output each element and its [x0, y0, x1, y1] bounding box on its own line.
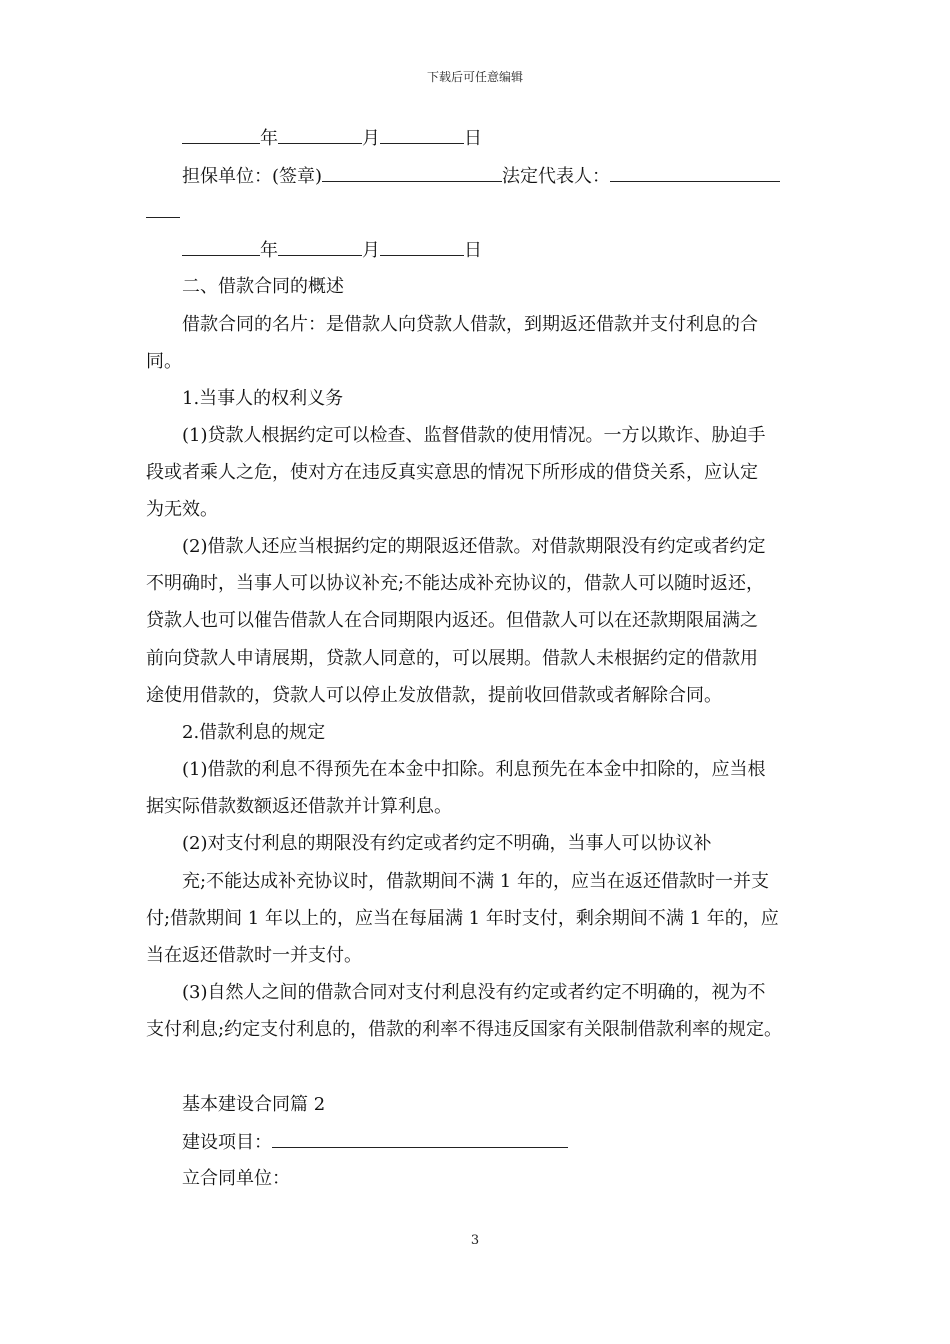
definition-line: 借款合同的名片：是借款人向贷款人借款，到期返还借款并支付利息的合 — [182, 314, 758, 335]
definition-line: 同。 — [146, 351, 182, 372]
day-label: 日 — [464, 240, 482, 261]
item2-p2-line: 充;不能达成补充协议时，借款期间不满 1 年的，应当在返还借款时一并支 — [182, 871, 769, 892]
guarantor-line-continuation — [146, 200, 180, 225]
page-header: 下载后可任意编辑 — [426, 70, 523, 84]
item2-title: 2.借款利息的规定 — [182, 722, 326, 743]
item1-p2-line: (2)借款人还应当根据约定的期限返还借款。对借款期限没有约定或者约定 — [182, 536, 766, 557]
item2-p2-line: 当在返还借款时一并支付。 — [146, 945, 362, 966]
item1-title: 1.当事人的权利义务 — [182, 388, 344, 409]
project-blank — [272, 1130, 568, 1148]
item1-p1-line: 为无效。 — [146, 499, 218, 520]
date-line-1 — [182, 126, 482, 151]
page-number: 3 — [470, 1233, 480, 1248]
year-label: 年 — [260, 128, 278, 149]
day-blank — [380, 126, 464, 144]
item1-p1-line: (1)贷款人根据约定可以检查、监督借款的使用情况。一方以欺诈、胁迫手 — [182, 425, 766, 446]
legal-rep-blank-cont — [146, 200, 180, 218]
item2-p2-line: (2)对支付利息的期限没有约定或者约定不明确，当事人可以协议补 — [182, 833, 712, 854]
month-label: 月 — [362, 240, 380, 261]
item1-p2-line: 不明确时，当事人可以协议补充;不能达成补充协议的，借款人可以随时返还， — [146, 573, 765, 594]
item1-p2-line: 途使用借款的，贷款人可以停止发放借款，提前收回借款或者解除合同。 — [146, 685, 722, 706]
year-blank — [182, 126, 260, 144]
project-line — [182, 1130, 568, 1155]
signing-unit-label: 立合同单位： — [182, 1168, 290, 1189]
legal-rep-label: 法定代表人： — [502, 166, 611, 187]
guarantor-line — [182, 164, 780, 189]
item2-p1-line: 据实际借款数额返还借款并计算利息。 — [146, 796, 452, 817]
month-blank — [278, 238, 362, 256]
contract2-title: 基本建设合同篇 2 — [182, 1094, 326, 1115]
year-label: 年 — [260, 240, 278, 261]
month-label: 月 — [362, 128, 380, 149]
item2-p3-line: (3)自然人之间的借款合同对支付利息没有约定或者约定不明确的，视为不 — [182, 982, 766, 1003]
day-label: 日 — [464, 128, 482, 149]
item2-p3-line: 支付利息;约定支付利息的，借款的利率不得违反国家有关限制借款利率的规定。 — [146, 1019, 783, 1040]
month-blank — [278, 126, 362, 144]
item2-p2-line: 付;借款期间 1 年以上的，应当在每届满 1 年时支付，剩余期间不满 1 年的，应 — [146, 908, 779, 929]
day-blank — [380, 238, 464, 256]
date-line-2 — [182, 238, 482, 263]
item1-p2-line: 贷款人也可以催告借款人在合同期限内返还。但借款人可以在还款期限届满之 — [146, 610, 758, 631]
item1-p2-line: 前向贷款人申请展期，贷款人同意的，可以展期。借款人未根据约定的借款用 — [146, 648, 758, 669]
legal-rep-blank — [610, 164, 780, 182]
item1-p1-line: 段或者乘人之危，使对方在违反真实意思的情况下所形成的借贷关系，应认定 — [146, 462, 758, 483]
guarantor-unit-blank — [322, 164, 502, 182]
project-label: 建设项目： — [182, 1132, 272, 1153]
section-title: 二、借款合同的概述 — [182, 276, 344, 297]
item2-p1-line: (1)借款的利息不得预先在本金中扣除。利息预先在本金中扣除的，应当根 — [182, 759, 766, 780]
guarantor-unit-label: 担保单位：(签章) — [182, 166, 323, 187]
year-blank — [182, 238, 260, 256]
